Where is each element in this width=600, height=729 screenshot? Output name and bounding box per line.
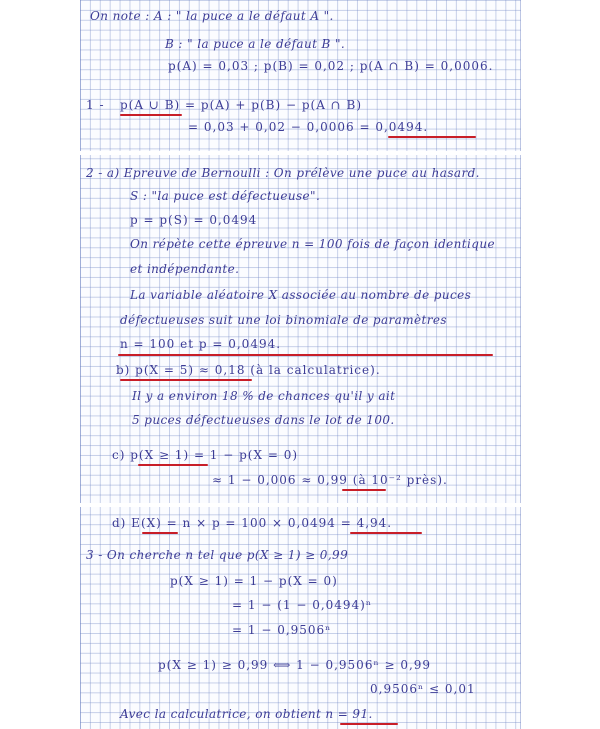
q2a-success-def: S : "la puce est défectueuse". [130,189,321,203]
q3-inequality: p(X ≥ 1) ≥ 0,99 ⟺ 1 − 0,9506ⁿ ≥ 0,99 [158,658,432,672]
q2b-probability: b) p(X = 5) ≈ 0,18 (à la calculatrice). [116,363,381,377]
q2a-parameters: n = 100 et p = 0,0494. [120,337,282,351]
page-break-1 [80,151,521,155]
q3-step-2: = 1 − (1 − 0,0494)ⁿ [232,598,373,612]
intro-event-a: On note : A : " la puce a le défaut A ". [90,9,334,23]
q2c-formula: c) p(X ≥ 1) = 1 − p(X = 0) [112,448,299,462]
q3-step-1: p(X ≥ 1) = 1 − p(X = 0) [170,574,338,588]
underline-q1-union [120,114,182,116]
underline-q2a-law [118,354,493,356]
underline-q2d-result [350,532,422,534]
q2a-independence: et indépendante. [130,262,240,276]
q2a-p-value: p = p(S) = 0,0494 [130,213,258,227]
q1-formula: p(A ∪ B) = p(A) + p(B) − p(A ∩ B) [120,98,363,112]
q3-inequality-2: 0,9506ⁿ ≤ 0,01 [370,682,476,696]
underline-q2b-result [120,379,252,381]
underline-q2d-ex [142,532,178,534]
q2a-heading: 2 - a) Epreuve de Bernoulli : On prélève une puce au hasard. [86,166,480,180]
q2a-repetition: On répète cette épreuve n = 100 fois de façon identique [130,237,495,251]
q2b-interpretation-1: Il y a environ 18 % de chances qu'il y ait [132,389,396,403]
q2a-binomial-law: défectueuses suit une loi binomiale de paramètres [120,313,447,327]
q2b-interpretation-2: 5 puces défectueuses dans le lot de 100. [132,413,395,427]
underline-q2c-result [342,489,386,491]
q1-number: 1 - [86,98,105,112]
q3-conclusion: Avec la calculatrice, on obtient n = 91. [120,707,373,721]
underline-q2c-px [138,464,208,466]
q2a-random-variable: La variable aléatoire X associée au nombre de puces [130,288,472,302]
q1-result: = 0,03 + 0,02 − 0,0006 = 0,0494. [188,120,429,134]
margin-line-left [80,0,81,729]
underline-q1-result [388,136,476,138]
q2c-result: ≈ 1 − 0,006 ≈ 0,99 (à 10⁻² près). [212,473,448,487]
q3-step-3: = 1 − 0,9506ⁿ [232,623,332,637]
q3-statement: 3 - On cherche n tel que p(X ≥ 1) ≥ 0,99 [86,548,349,562]
q2d-expectation: d) E(X) = n × p = 100 × 0,0494 = 4,94. [112,516,393,530]
margin-line-right [520,0,521,729]
page-break-2 [80,503,521,507]
underline-q3-result [340,723,398,725]
intro-probabilities: p(A) = 0,03 ; p(B) = 0,02 ; p(A ∩ B) = 0,0006. [168,59,494,73]
intro-event-b: B : " la puce a le défaut B ". [165,37,346,51]
